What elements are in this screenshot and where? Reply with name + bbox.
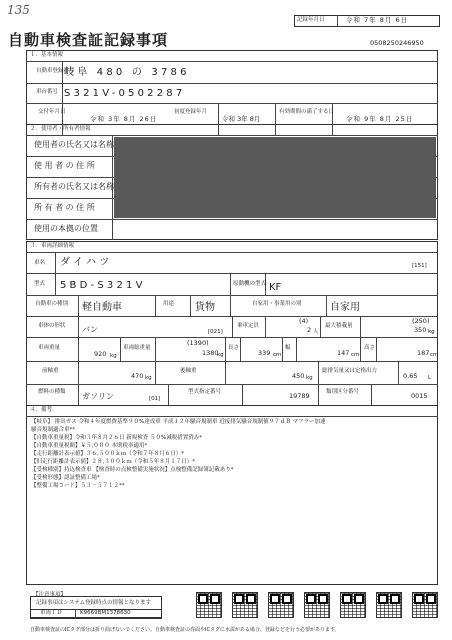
front-axle-label: 前軸重 — [42, 368, 59, 374]
use-label: 用途 — [163, 301, 175, 307]
vehicle-id-label: 車両ＩＤ — [40, 610, 63, 616]
remarks-line-4: 【自動車重量税額】￥５,０００ 本則税率適用* — [31, 443, 148, 449]
max-load-value: 350 — [414, 326, 427, 334]
notice-header: 【注意事項】 — [33, 592, 67, 598]
vehicle-kind-value: 軽自動車 — [82, 302, 122, 313]
owner-address-label: 所 有 者 の 住 所 — [34, 203, 95, 212]
front-axle-value: 470 — [131, 372, 144, 380]
capacity-unit: 人 — [313, 329, 319, 335]
engine-value: KF — [269, 282, 282, 293]
vehicle-weight-label: 車両重量 — [38, 345, 61, 351]
capacity-sub: (4) — [299, 317, 309, 325]
fuel-type-code: [01] — [149, 396, 161, 402]
rear-axle-value: 450 — [292, 372, 305, 380]
remarks-line-9: 【整備工場コード】５３－５７１２** — [31, 483, 125, 489]
remarks-line-6: 【旧走行距離計表示値】２８,３００ｋｍ（令和５年８月１７日）* — [31, 459, 196, 465]
expiry-date-value: 令和 9年 8月 25日 — [346, 115, 414, 123]
section2-title: ２．使用者・所有者情報 — [30, 126, 91, 132]
gross-weight-unit: kg — [217, 352, 224, 358]
document-number: 0508250246950 — [370, 39, 424, 47]
height-unit: cm — [430, 352, 439, 358]
length-value: 339 — [258, 349, 271, 357]
model-label: 型式 — [34, 281, 46, 287]
category-number-label: 類別区分番号 — [326, 389, 360, 395]
vehicle-kind-label: 自動車の種別 — [35, 301, 69, 307]
displacement-label: 総排気量又は定格出力 — [322, 368, 378, 374]
chassis-number-label: 車台番号 — [36, 89, 59, 95]
purpose-label: 自家用・事業用の別 — [252, 301, 302, 307]
height-label: 高さ — [364, 345, 376, 351]
section1-title: １．基本情報 — [30, 52, 64, 58]
gross-weight-value: 1380 — [202, 349, 219, 357]
rear-axle-unit: kg — [306, 375, 313, 381]
owner-name-label: 所有者の氏名又は名称 — [34, 182, 114, 191]
rear-axle-label: 後軸重 — [180, 368, 197, 374]
width-value: 147 — [337, 349, 350, 357]
qr-code-2 — [232, 592, 258, 618]
engine-label: 原動機の型式 — [233, 281, 267, 287]
body-shape-value: バン — [82, 325, 98, 334]
body-shape-label: 車体の形状 — [38, 323, 66, 329]
corner-note: 135 — [7, 3, 30, 17]
gross-weight-sub: (1390) — [187, 339, 209, 347]
approval-number-label: 型式指定番号 — [188, 389, 222, 395]
first-registration-value: 令和 3年 8月 — [222, 115, 261, 123]
qr-code-1 — [196, 592, 222, 618]
displacement-value: 0.65 — [403, 372, 418, 380]
qr-code-4 — [304, 592, 330, 618]
length-unit: cm — [273, 352, 282, 358]
document-title: 自動車検査証記録事項 — [8, 31, 169, 49]
expiry-date-label: 有効期間の満了する日 — [279, 109, 335, 115]
registration-number-value: 岐阜 480 の 3786 — [64, 67, 190, 78]
remarks-line-1: 【岐阜】 排出ガス 令和４年度燃費基準９０%達成車 平成１２年騒音規制車 近接排気騒音規制値９７ｄＢ マフラー加速 — [31, 419, 326, 425]
remarks-line-5: 【走行距離計表示値】３６,５００ｋｍ（令和７年８月６日）* — [31, 451, 185, 457]
qr-code-7 — [412, 592, 438, 618]
maker-value: ダイハツ — [60, 257, 113, 268]
qr-code-6 — [376, 592, 402, 618]
issue-date-value: 令和 3年 8月 26日 — [90, 115, 158, 123]
user-address-label: 使 用 者 の 住 所 — [34, 161, 95, 170]
registration-number-label: 自動車登録番号 — [36, 68, 75, 74]
length-label: 長さ — [228, 345, 240, 351]
remarks-line-7: 【受検種別】持込検査車 【検査時の点検整備実施状況】点検整備記録簿記載あり* — [31, 467, 234, 473]
base-location-label: 使用の本拠の位置 — [34, 224, 98, 233]
vehicle-weight-value: 920 — [94, 350, 107, 358]
qr-code-3 — [268, 592, 294, 618]
approval-number-value: 19789 — [289, 392, 310, 400]
user-name-label: 使用者の氏名又は名称 — [34, 140, 114, 149]
record-date-label: 記録年月日 — [297, 17, 325, 23]
record-date-value: 令和 7年 8月 6日 — [346, 16, 409, 24]
remarks-line-2: 騒音規制適合車** — [31, 427, 76, 433]
section3-title: ３．車両詳細情報 — [30, 243, 75, 249]
chassis-number-value: S321V-0502287 — [64, 88, 186, 99]
qr-code-5 — [340, 592, 366, 618]
gross-weight-label: 車両総重量 — [123, 345, 151, 351]
vehicle-weight-unit: kg — [110, 353, 117, 359]
max-load-sub: (250) — [412, 317, 430, 325]
redacted-block — [114, 137, 436, 218]
model-value: 5BD-S321V — [60, 280, 146, 291]
height-value: 187 — [417, 349, 430, 357]
section4-title: ４．備考 — [30, 407, 53, 413]
maker-code: [151] — [412, 263, 427, 269]
category-number-value: 0015 — [411, 392, 428, 400]
fuel-type-label: 燃料の種類 — [38, 389, 66, 395]
width-label: 幅 — [285, 345, 291, 351]
front-axle-unit: kg — [145, 375, 152, 381]
section-remarks — [26, 405, 438, 585]
issue-date-label: 交付年月日 — [38, 109, 66, 115]
notice-text: 記録事項はシステム登録時点の情報となります — [36, 600, 151, 606]
purpose-value: 自家用 — [330, 302, 360, 313]
body-shape-code: [021] — [208, 329, 223, 335]
fuel-type-value: ガソリン — [82, 392, 114, 401]
maker-label: 車名 — [34, 260, 46, 266]
max-load-label: 最大積載量 — [325, 323, 353, 329]
capacity-value: 2 — [307, 326, 312, 334]
width-unit: cm — [351, 352, 360, 358]
remarks-line-8: 【受検形態】認証整備工場* — [31, 475, 100, 481]
use-value: 貨物 — [195, 302, 215, 313]
displacement-unit: L — [428, 375, 432, 381]
footer-note: 自動車検査証のICタグ部分は折り曲げないでください。自動車検査証の券面やICタグに水濡がある場合、登録などを行う必要があります。 — [30, 627, 340, 633]
vehicle-id-value: K9669BM1378630 — [80, 610, 131, 616]
first-registration-label: 初度登録年月 — [174, 109, 208, 115]
remarks-line-3: 【自動車重量税】令和３年８月２６日 新規検査 ５０%減税措置済み* — [31, 435, 202, 441]
max-load-unit: kg — [428, 329, 435, 335]
capacity-label: 乗車定員 — [237, 323, 260, 329]
